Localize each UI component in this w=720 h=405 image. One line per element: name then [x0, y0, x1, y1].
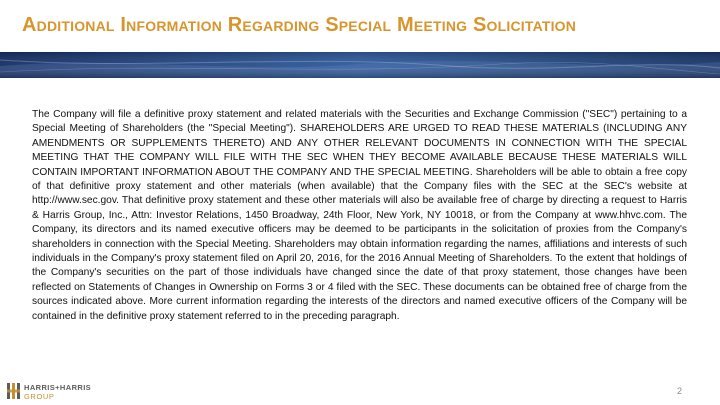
banner-graphic	[0, 52, 720, 78]
logo-subtitle: GROUP	[24, 392, 55, 401]
company-logo	[6, 382, 116, 402]
page-number: 2	[676, 386, 682, 396]
disclosure-paragraph: The Company will file a definitive proxy statement and related materials with the Securities and Exchange Commission ("SEC") pertaining to a Special Meeting of Shareholders (the "Special Meeting"). SHAREHOLDERS ARE URGED TO READ THESE MATERIALS (INCLUDING ANY AMENDMENTS OR SUPPLEMENTS THERETO) AND ANY OTHER RELEVANT DOCUMENTS IN CONNECTION WITH THE SPECIAL MEETING THAT THE COMPANY WILL FILE WITH THE SEC WHEN THEY BECOME AVAILABLE BECAUSE THESE MATERIALS WILL CONTAIN IMPORTANT INFORMATION ABOUT THE COMPANY AND THE SPECIAL MEETING. Shareholders will be able to obtain a free copy of that definitive proxy statement and other materials (when available) that the Company files with the SEC at the SEC's website at http://www.sec.gov. That definitive proxy statement and these other materials will also be available free of charge by directing a request to Harris & Harris Group, Inc., Attn: Investor Relations, 1450 Broadway, 24th Floor, New York, NY 10018, or from the Company at www.hhvc.com. The Company, its directors and its named executive officers may be deemed to be participants in the solicitation of proxies from the Company's shareholders in connection with the Special Meeting. Shareholders may obtain information regarding the names, affiliations and interests of such individuals in the Company's proxy statement filed on April 20, 2016, for the 2016 Annual Meeting of Shareholders. To the extent that holdings of the Company's securities on the part of those individuals have changed since the date of that proxy statement, those changes have been reflected on Statements of Changes in Ownership on Forms 3 or 4 filed with the SEC. These documents can be obtained free of charge from the sources indicated above. More current information regarding the interests of the directors and named executive officers of the Company will be contained in the definitive proxy statement referred to in the preceding paragraph.	[32, 109, 687, 322]
header-banner	[0, 52, 720, 78]
slide-title: Additional Information Regarding Special Meeting Solicitation	[22, 14, 577, 36]
logo-wordmark: HARRIS+HARRIS	[24, 383, 92, 392]
hh-monogram-icon	[6, 382, 21, 400]
